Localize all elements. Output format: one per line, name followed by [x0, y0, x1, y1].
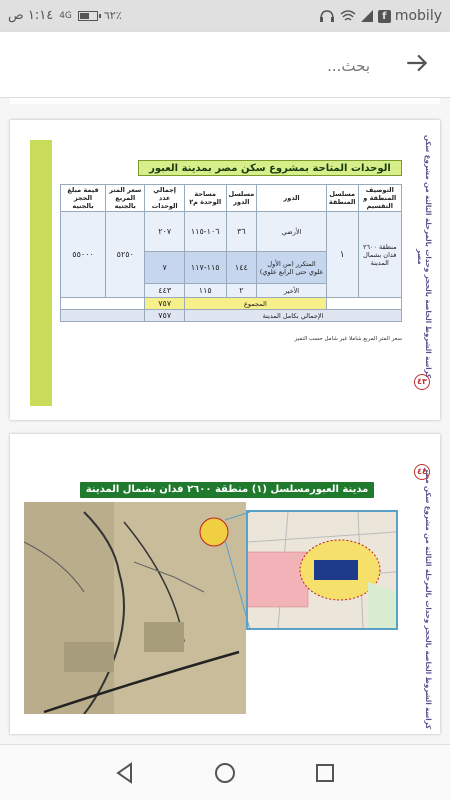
carrier-name: mobily [394, 8, 442, 24]
subtotal-label: المجموع [184, 298, 326, 310]
arrow-right-icon[interactable] [404, 50, 430, 76]
price-cell: ٥٢٥٠ [106, 212, 145, 298]
col-header-area: مساحة الوحدة م٢ [184, 185, 226, 212]
status-right [318, 8, 442, 24]
total-label: الإجمالي بكامل المدينة [184, 310, 401, 322]
network-type: 4G [59, 10, 72, 21]
units-table [60, 184, 402, 322]
col-header-floor-no: مسلسل الدور [226, 185, 257, 212]
table-title: الوحدات المتاحة بمشروع سكن مصر بمدينة العبور [138, 160, 402, 176]
page-side-band [30, 140, 52, 406]
search-header [0, 32, 450, 98]
col-header-price: سعر المتر المربع بالجنيه [106, 185, 145, 212]
total-row [61, 310, 402, 322]
floor-cell: المتكرر (من الأول علوي حتى الرابع علوي) [257, 252, 327, 284]
total-value: ٧٥٧ [145, 310, 185, 322]
search-input[interactable] [290, 54, 370, 78]
deposit-cell: ٥٥٠٠٠ [61, 212, 106, 298]
circle-home-icon[interactable] [213, 761, 237, 785]
floor-no-cell: ٣٦ [226, 212, 257, 252]
table-row [61, 212, 402, 252]
floor-cell: الأخير [257, 284, 327, 298]
page-number: ٤٣ [414, 374, 430, 390]
signal-icon [360, 9, 374, 23]
page-side-text: كراسة الشروط الخاصة بالحجز وحدات بالمرحلة الثالثة من مشروع سكن مصر [416, 135, 432, 379]
col-header-units: إجمالي عدد الوحدات [145, 185, 185, 212]
zoomed-plan-graphic [248, 512, 396, 628]
page-43 [10, 120, 440, 420]
triangle-back-icon[interactable] [113, 761, 137, 785]
page-number: ٤٤ [414, 464, 430, 480]
zone-desc-cell: منطقة ٢٦٠٠ فدان بشمال المدينة [358, 212, 401, 298]
floor-no-cell: ٢ [226, 284, 257, 298]
facebook-icon: f [378, 10, 391, 23]
subtotal-value: ٧٥٧ [145, 298, 185, 310]
floor-no-cell: ١٤٤ [226, 252, 257, 284]
square-recents-icon[interactable] [313, 761, 337, 785]
units-cell: ٢٠٧ [145, 212, 185, 252]
col-header-serial: مسلسل المنطقة [326, 185, 358, 212]
zoomed-plan-map [246, 510, 398, 630]
units-cell: ٤٤٣ [145, 284, 185, 298]
navigation-bar [0, 744, 450, 800]
area-cell: ١١٥ [184, 284, 226, 298]
wifi-icon [340, 9, 356, 23]
time: ١:١٤ ص [8, 8, 54, 23]
page-44 [10, 434, 440, 734]
col-header-deposit: قيمة مبلغ الحجز بالجنيه [61, 185, 106, 212]
status-left [8, 8, 122, 23]
battery-label: ٦٢٪ [103, 9, 122, 22]
map-title: مدينة العبورمسلسل (١) منطقة ٢٦٠٠ فدان بشمال المدينة [80, 482, 374, 498]
col-header-zone: التوصيف المنطقة و التقسيم [358, 185, 401, 212]
document-viewer[interactable] [0, 98, 450, 744]
page-side-text: كراسة الشروط الخاصة بالحجز وحدات بالمرحلة الثالثة من مشروع سكن مصر [424, 468, 432, 730]
col-header-floor: الدور [257, 185, 327, 212]
status-bar [0, 0, 450, 32]
battery-icon [78, 11, 98, 21]
subtotal-row [61, 298, 402, 310]
floor-cell: الأرضي [257, 212, 327, 252]
units-cell: ٧ [145, 252, 185, 284]
area-cell: ١٠٦-١١٥ [184, 212, 226, 252]
area-cell: ١١٥-١١٧ [184, 252, 226, 284]
headphones-icon [318, 9, 336, 23]
table-header-row [61, 185, 402, 212]
previous-page-edge [10, 98, 440, 104]
table-note: سعر المتر المربع شاملا غير شامل حسب التميز [294, 336, 402, 342]
map-connector-lines [200, 510, 260, 640]
zone-serial-cell: ١ [326, 212, 358, 298]
